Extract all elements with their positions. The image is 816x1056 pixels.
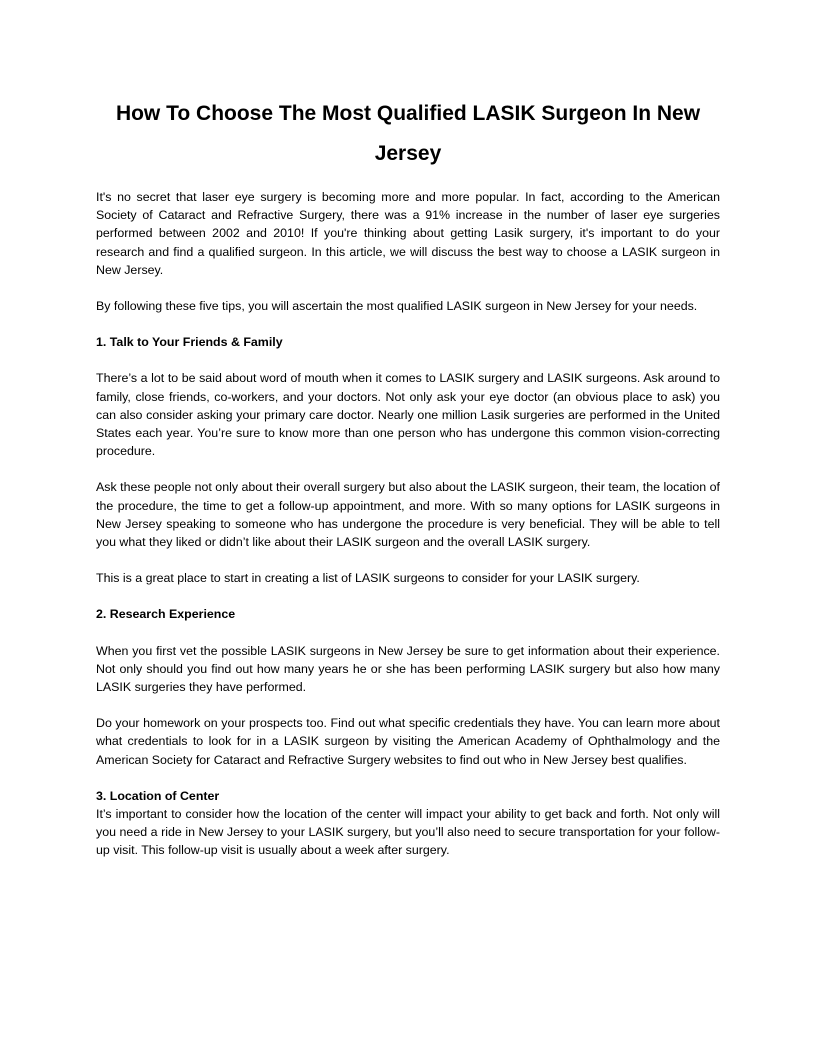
section-heading: 2. Research Experience bbox=[96, 607, 236, 622]
document-title: How To Choose The Most Qualified LASIK Surgeon In New Jersey bbox=[115, 102, 701, 165]
section-paragraph: When you first vet the possible LASIK surgeons in New Jersey be sure to get information about their experience. Not only should you find out how many years he or she has been performing LASIK surgery but also how many LASIK surgeries they have performed. bbox=[96, 643, 720, 695]
section-paragraph: Ask these people not only about their overall surgery but also about the LASIK surgeon, their team, the location of the procedure, the time to get a follow-up appointment, and more. With so many options for LASIK surgeons in New Jersey speaking to someone who has undergone the procedure is very beneficial. They will be able to tell you what they liked or didn’t like about their LASIK surgeon and the overall LASIK surgery. bbox=[96, 480, 720, 550]
section-heading: 1. Talk to Your Friends & Family bbox=[96, 335, 283, 350]
section-paragraph: Do your homework on your prospects too. Find out what specific credentials they have. You can learn more about what credentials to look for in a LASIK surgeon by visiting the American Academy of Ophthalmology and the American Society for Cataract and Refractive Surgery websites to find out who in New Jersey best qualifies. bbox=[96, 716, 720, 767]
section-paragraph: This is a great place to start in creating a list of LASIK surgeons to consider for your LASIK surgery. bbox=[96, 571, 640, 586]
section-paragraph: There’s a lot to be said about word of mouth when it comes to LASIK surgery and LASIK surgeons. Ask around to family, close friends, co-workers, and your doctors. Not only ask your eye doctor (an obvious place to ask) you can also consider asking your primary care doctor. Nearly one million Lasik surgeries are performed in the United States each year. You’re sure to know more than one person who has undergone this common vision-correcting procedure. bbox=[96, 371, 720, 459]
section-paragraph: It’s important to consider how the location of the center will impact your ability to get back and forth. Not only will you need a ride in New Jersey to your LASIK surgery, but you’ll also need to secure transportation for your follow-up visit. This follow-up visit is usually about a week after surgery. bbox=[96, 807, 720, 858]
section-heading: 3. Location of Center bbox=[96, 788, 220, 803]
section-talk-to-friends bbox=[96, 333, 720, 587]
intro-paragraph: By following these five tips, you will ascertain the most qualified LASIK surgeon in New Jersey for your needs. bbox=[96, 299, 698, 314]
document-page bbox=[96, 94, 720, 878]
section-research-experience bbox=[96, 605, 720, 768]
section-location-of-center bbox=[96, 787, 720, 860]
intro-paragraph: It's no secret that laser eye surgery is becoming more and more popular. In fact, according to the American Society of Cataract and Refractive Surgery, there was a 91% increase in the number of laser eye surgeries performed between 2002 and 2010! If you're thinking about getting Lasik surgery, it's important to do your research and find a qualified surgeon. In this article, we will discuss the best way to choose a LASIK surgeon in New Jersey. bbox=[96, 190, 720, 277]
